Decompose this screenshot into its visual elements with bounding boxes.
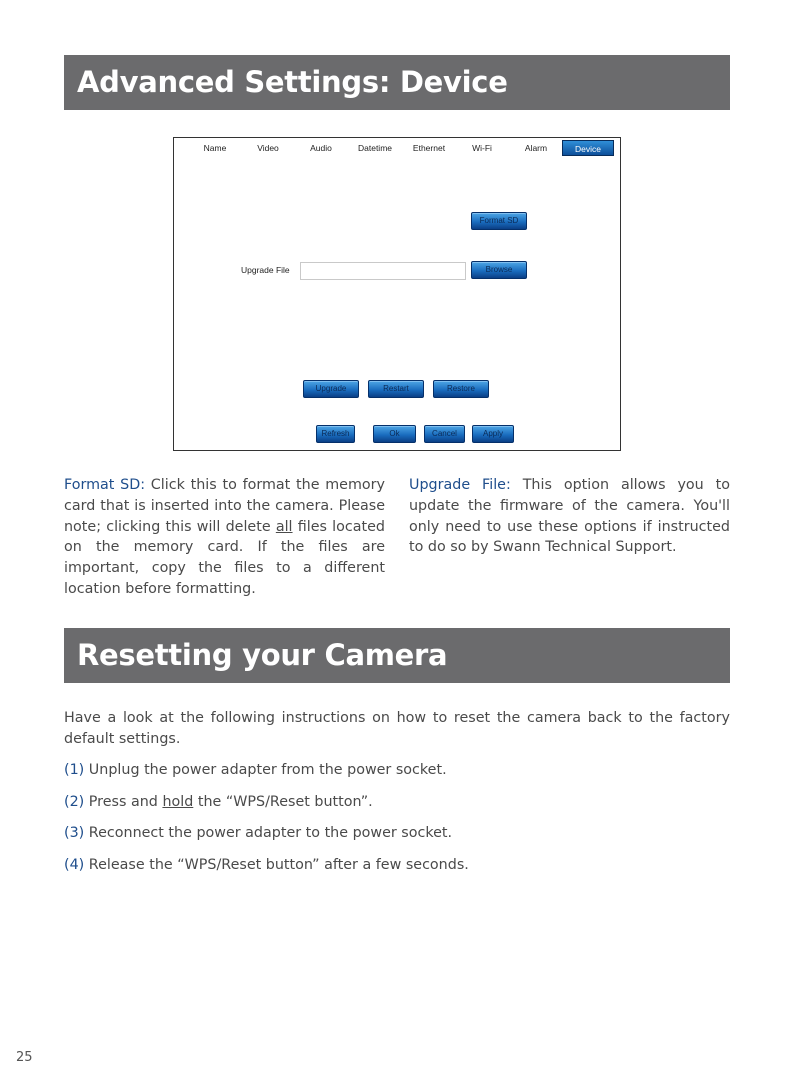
apply-button[interactable]: Apply [472,425,514,443]
tab-name[interactable]: Name [203,143,227,153]
tab-bar [174,138,620,158]
upgrade-file-description [409,475,730,558]
cancel-button[interactable]: Cancel [424,425,465,443]
step-emphasis: hold [162,794,194,810]
tab-alarm[interactable]: Alarm [524,143,548,153]
tab-wifi[interactable]: Wi-Fi [472,143,492,153]
format-sd-button[interactable]: Format SD [471,212,527,230]
step-text: Reconnect the power adapter to the power socket. [84,825,453,841]
upgrade-file-text: This option allows you to update the firmware of the camera. You'll only need to use these options if instructed to do so by Swann Technical Support. [409,477,730,556]
ok-button[interactable]: Ok [373,425,416,443]
step-number: (1) [64,762,85,778]
tab-device[interactable]: Device [562,140,614,156]
step-number: (2) [64,794,85,810]
upgrade-file-label: Upgrade File [241,265,290,275]
restart-button[interactable]: Restart [368,380,424,398]
format-sd-description [64,475,385,600]
step-number: (3) [64,825,85,841]
upgrade-file-input[interactable] [300,262,466,280]
step-text: Press and [84,794,163,810]
page-number: 25 [16,1050,33,1065]
format-sd-term: Format SD: [64,477,146,493]
browse-button[interactable]: Browse [471,261,527,279]
format-sd-emphasis: all [275,518,293,535]
upgrade-button[interactable]: Upgrade [303,380,359,398]
upgrade-file-term: Upgrade File: [409,477,511,493]
tab-audio[interactable]: Audio [310,143,332,153]
restore-button[interactable]: Restore [433,380,489,398]
step-text-end: the “WPS/Reset button”. [193,794,373,810]
step-number: (4) [64,857,85,873]
tab-video[interactable]: Video [257,143,279,153]
format-sd-text-a: Click this to format the memory card that is inserted into the camera. Please note; clicking this will delete [64,477,385,535]
reset-step-2 [64,794,373,810]
section-title-resetting: Resetting your Camera [64,628,730,683]
reset-step-3 [64,825,452,841]
device-settings-screenshot [173,137,621,451]
format-sd-text-b: files located on the memory card. If the files are important, copy the files to a different location before formatting. [64,518,385,597]
tab-datetime[interactable]: Datetime [357,143,392,153]
tab-ethernet[interactable]: Ethernet [412,143,446,153]
step-text: Release the “WPS/Reset button” after a few seconds. [84,857,469,873]
reset-step-1 [64,762,447,778]
step-text: Unplug the power adapter from the power socket. [84,762,447,778]
refresh-button[interactable]: Refresh [316,425,355,443]
section-title-advanced-settings: Advanced Settings: Device [64,55,730,110]
reset-step-4 [64,857,469,873]
reset-intro: Have a look at the following instructions on how to reset the camera back to the factory default settings. [64,710,730,747]
